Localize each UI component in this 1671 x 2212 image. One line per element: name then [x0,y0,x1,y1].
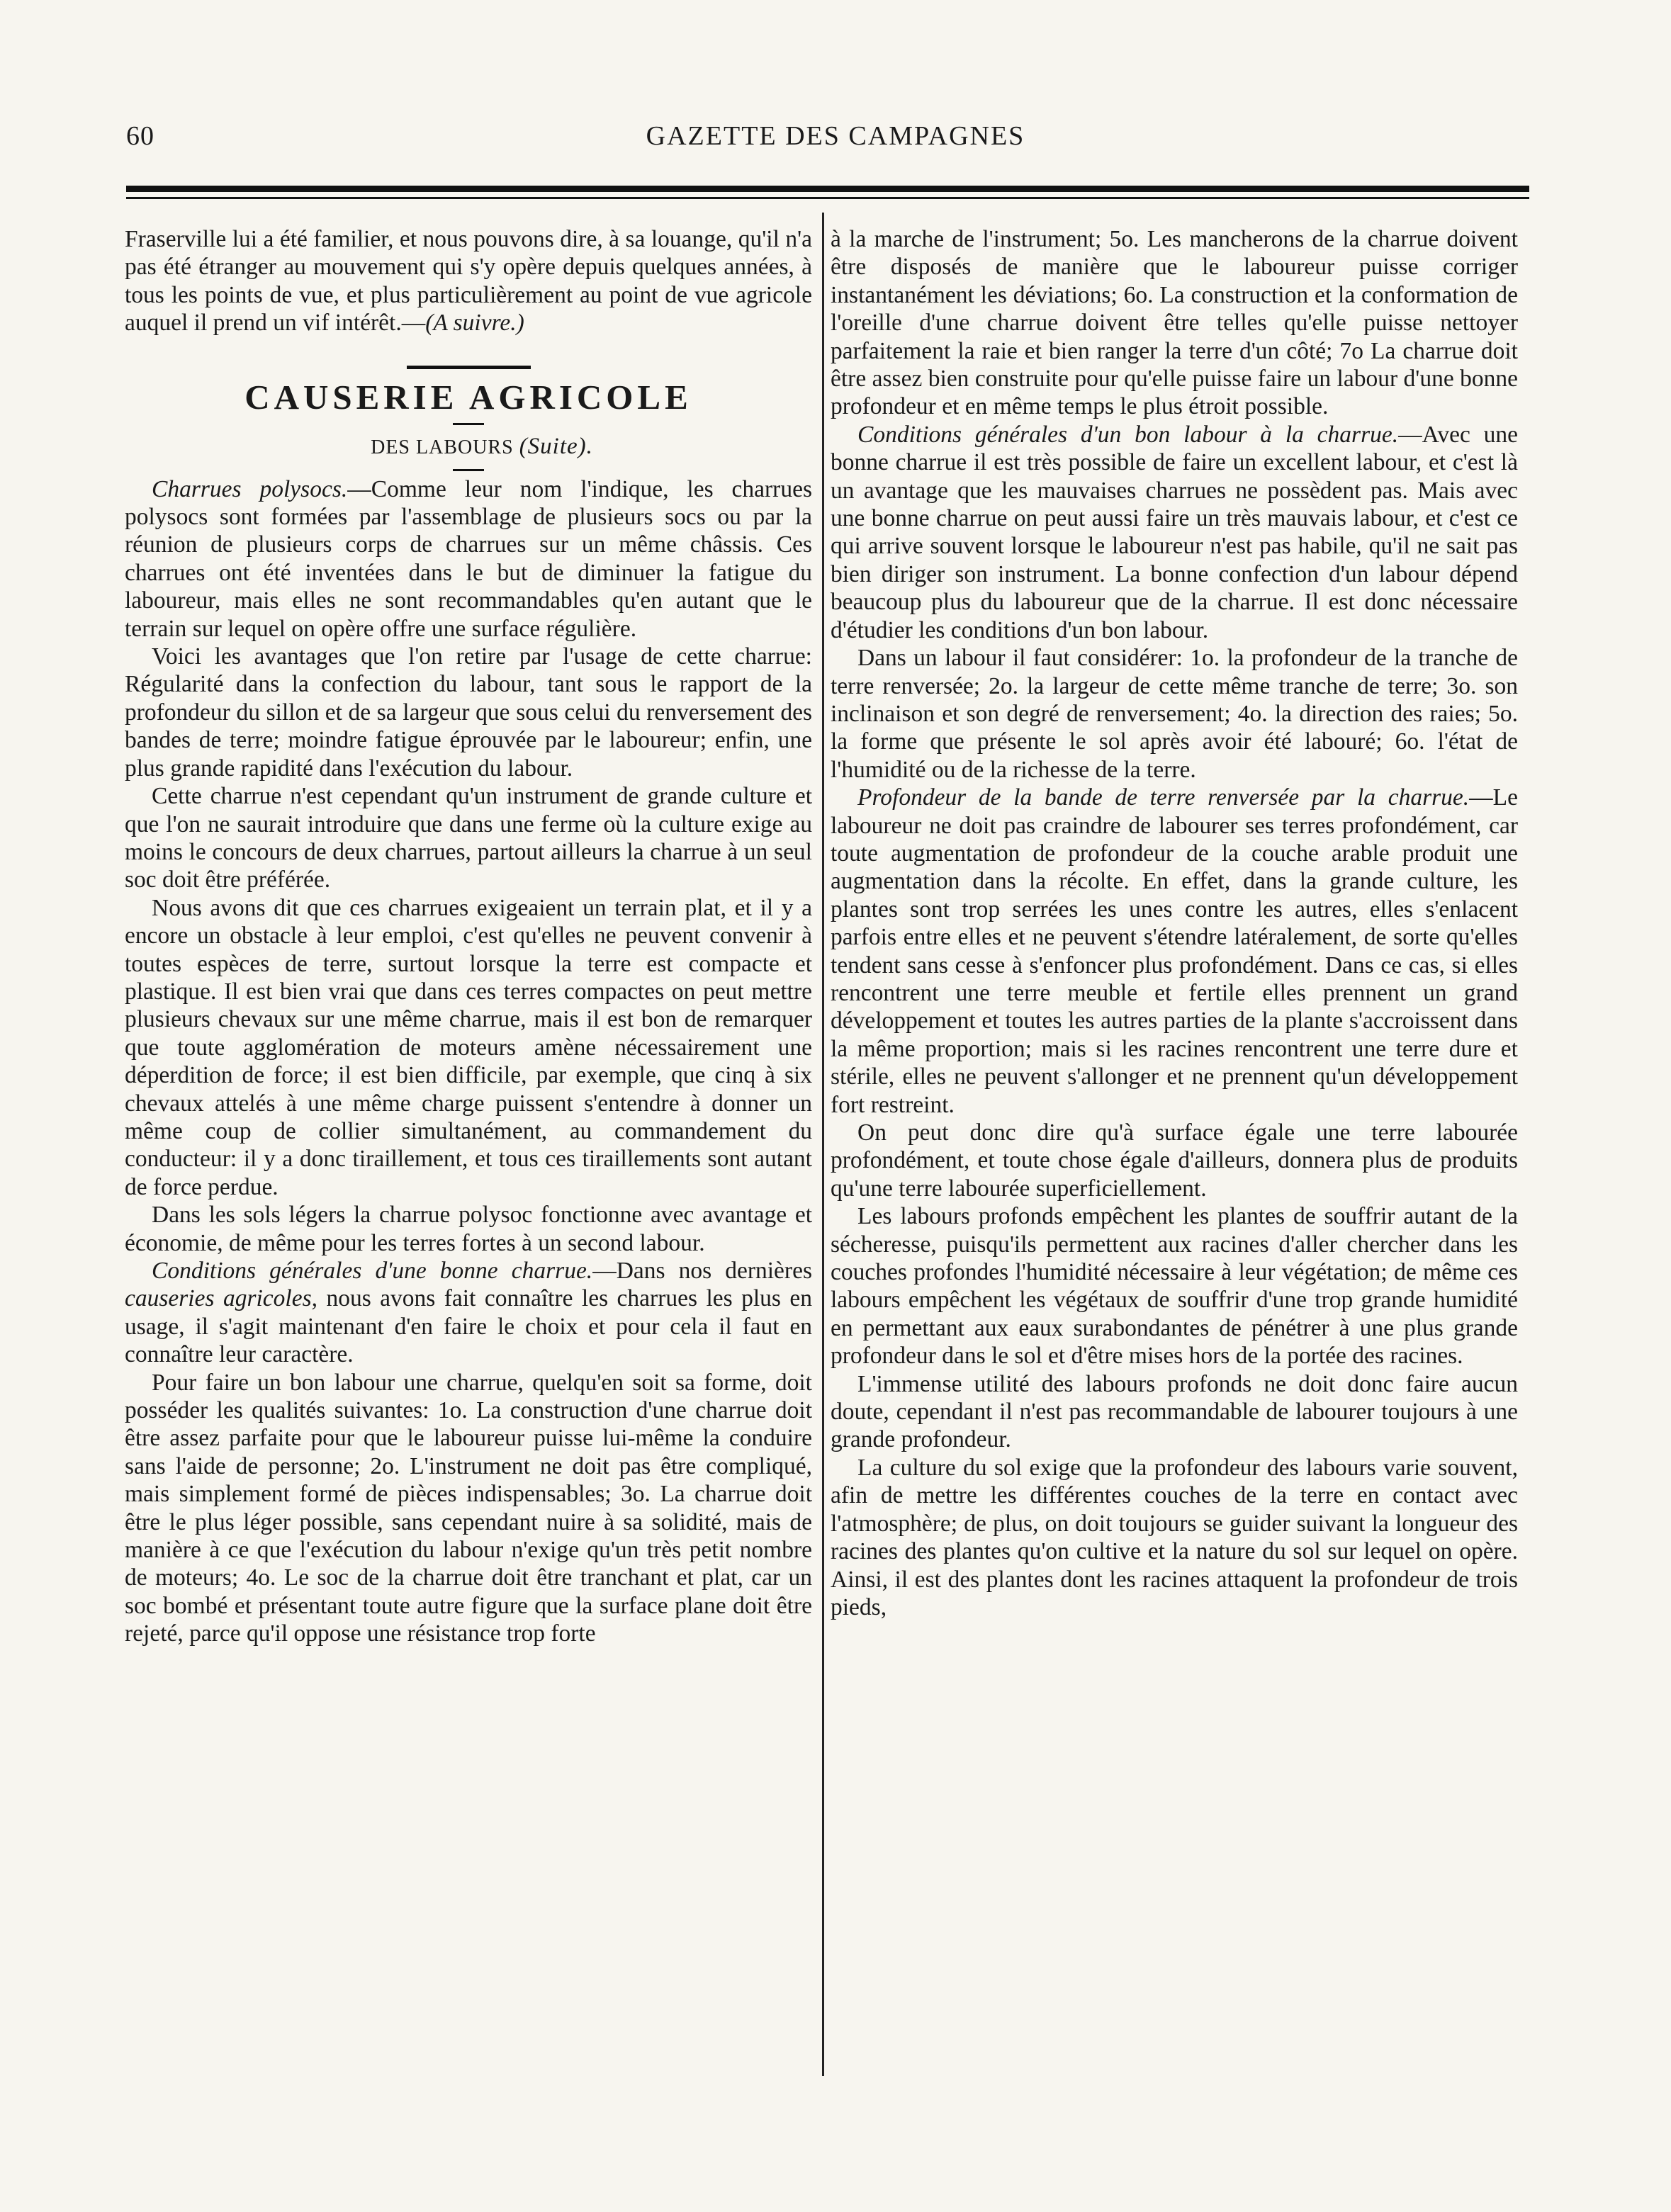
paragraph-qualites: Pour faire un bon labour une charrue, quelqu'en soit sa forme, doit posséder les qualités suivantes: 1o. La construction d'une charrue doit être assez parfaite pour que le laboureur puisse lui-même la conduire sans l'aide de personne; 2o. L'instrument ne doit pas être compliqué, mais simplement formé de pièces indispensables; 3o. La charrue doit être le plus léger possible, sans cependant nuire à sa solidité, mais de manière à ce que l'exécution du labour n'exige qu'un très petit nombre de moteurs; 4o. Le soc de la charrue doit être tranchant et plat, car un soc bombé et présentant toute autre figure que la surface plane doit être rejeté, parce qu'il oppose une résistance trop forte [125,1369,812,1647]
continued-paragraph: Fraserville lui a été familier, et nous pouvons dire, à sa louange, qu'il n'a pas été étranger au mouvement qui s'y opère depuis quelques années, à tous les points de vue, et plus particulièrement au point de vue agricole auquel il prend un vif intérêt.—(A suivre.) [125,226,812,337]
subtitle-dash [453,469,484,471]
section-rule [407,366,531,369]
paragraph-utilite: L'immense utilité des labours profonds ne doit donc faire aucun doute, cependant il n'est pas recommandable de labourer toujours à une grande profondeur. [831,1370,1518,1453]
header-rule-thin [126,197,1529,199]
journal-title: GAZETTE DES CAMPAGNES [646,121,1025,151]
paragraph-bon-labour: Conditions générales d'un bon labour à la charrue.—Avec une bonne charrue il est très possible de faire un excellent labour, et c'est là un avantage que les mauvaises charrues ne possèdent pas. Mais avec une bonne charrue on peut aussi faire un très mauvais labour, et c'est ce qui arrive souvent lorsque le laboureur n'est pas habile, qu'il ne sait pas bien diriger son instrument. La bonne confection d'un labour dépend beaucoup plus du laboureur que de la charrue. Il est donc nécessaire d'étudier les conditions d'un bon labour. [831,421,1518,643]
paragraph-bonne-charrue: Conditions générales d'une bonne charrue.—Dans nos dernières causeries agricoles, nous avons fait connaître les charrues les plus en usage, il s'agit maintenant d'en faire le choix et pour cela il faut en connaître leur caractère. [125,1258,812,1368]
paragraph-culture-du-sol: La culture du sol exige que la profondeur des labours varie souvent, afin de mettre les différentes couches de la terre en contact avec l'atmosphère; de plus, on doit toujours se guider suivant la longueur des racines des plantes qu'on cultive et la nature du sol sur lequel on opère. Ainsi, il est des plantes dont les racines attaquent la profondeur de trois pieds, [831,1454,1518,1620]
paragraph-polysocs: Charrues polysocs.—Comme leur nom l'indique, les charrues polysocs sont formées par l'assemblage de plusieurs socs ou par la réunion de plusieurs corps de charrues sur un même châssis. Ces charrues ont été inventées dans le but de diminuer la fatigue du laboureur, mais elles ne sont recommandables qu'en autant que le terrain sur lequel on opère offre une surface régulière. [125,475,812,642]
header-rule-thick [126,186,1529,192]
paragraph-terrain-plat: Nous avons dit que ces charrues exigeaient un terrain plat, et il y a encore un obstacle à leur emploi, c'est qu'elles ne peuvent convenir à toutes espèces de terre, surtout lorsque la terre est compacte et plastique. Il est bien vrai que dans ces terres compactes on peut mettre plusieurs chevaux sur une même charrue, mais il est bon de remarquer que toute agglomération de moteurs amène nécessairement une déperdition de force; il est bien difficile, par exemple, que cinq à six chevaux attelés à une même charge puissent s'entendre à donner un même coup de collier simultanément, au commandement du conducteur: il y a donc tiraillement, et tous ces tiraillements sont autant de force perdue. [125,894,812,1200]
paragraph-avantages: Voici les avantages que l'on retire par l'usage de cette charrue: Régularité dans la confection du labour, tant sous le rapport de la profondeur du sillon et de sa largeur que sous celui du renversement des bandes de terre; moindre fatigue éprouvée par le laboureur; enfin, une plus grande rapidité dans l'exécution du labour. [125,643,812,781]
paragraph-profondeur: Profondeur de la bande de terre renversée par la charrue.—Le laboureur ne doit pas craindre de labourer ses terres profondément, car toute augmentation de profondeur de la couche arable produit une augmentation dans la récolte. En effet, dans la grande culture, les plantes sont trop serrées les unes contre les autres, elles s'enlacent parfois entre elles et ne peuvent s'étendre latéralement, de sorte qu'elles tendent sans cesse à s'enfoncer plus profondément. Dans ce cas, si elles rencontrent une terre meuble et fertile elles prennent un grand développement et toutes les autres parties de la plante s'accroissent dans la même proportion; mais si les racines rencontrent une terre dure et stérile, elles ne peuvent s'allonger et ne prennent qu'un développement fort restreint. [831,784,1518,1118]
section-title: CAUSERIE AGRICOLE [244,377,692,417]
paragraph-surface-egale: On peut donc dire qu'à surface égale une terre labourée profondément, et toute chose égale d'ailleurs, donnera plus de produits qu'une terre labourée superficiellement. [831,1119,1518,1202]
running-header [0,120,1671,163]
paragraph-grande-culture: Cette charrue n'est cependant qu'un instrument de grande culture et que l'on ne saurait introduire que dans une ferme où la culture exige au moins le concours de deux charrues, partout ailleurs la charrue à un seul soc doit être préférée. [125,783,812,893]
right-column [831,225,1518,1621]
column-divider [822,213,824,2076]
title-dash [453,423,484,425]
left-column [125,225,812,1648]
to-be-continued: (A suivre.) [425,310,524,337]
paragraph-qualites-continued: à la marche de l'instrument; 5o. Les mancherons de la charrue doivent être disposés de manière que le laboureur puisse corriger instantanément les déviations; 6o. La construction et la conformation de l'oreille d'une charrue doivent être telles qu'elle puisse nettoyer parfaitement la raie et bien ranger la terre d'un côté; 7o La charrue doit être assez bien construite pour qu'elle puisse faire un labour d'une bonne profondeur et en même temps le plus étroit possible. [831,226,1518,420]
paragraph-considerer: Dans un labour il faut considérer: 1o. la profondeur de la tranche de terre renversée; 2o. la largeur de cette même tranche de terre; 3o. son inclinaison et son degré de renversement; 4o. la direction des raies; 5o. la forme que présente le sol après avoir été labouré; 6o. l'état de l'humidité ou de la richesse de la terre. [831,645,1518,783]
paragraph-sols-legers: Dans les sols légers la charrue polysoc fonctionne avec avantage et économie, de même pour les terres fortes à un second labour. [125,1202,812,1256]
paragraph-labours-profonds: Les labours profonds empêchent les plantes de souffrir autant de la sécheresse, puisqu'ils permettent aux racines d'aller chercher dans les couches profondes l'humidité nécessaire à leur végétation; de même ces labours empêchent les végétaux de souffrir d'une trop grande humidité en permettant aux eaux surabondantes de pénétrer à une plus grande profondeur dans le sol et d'être mises hors de la portée des racines. [831,1203,1518,1370]
page-number: 60 [126,121,154,151]
section-subtitle: DES LABOURS (Suite). [371,433,593,459]
